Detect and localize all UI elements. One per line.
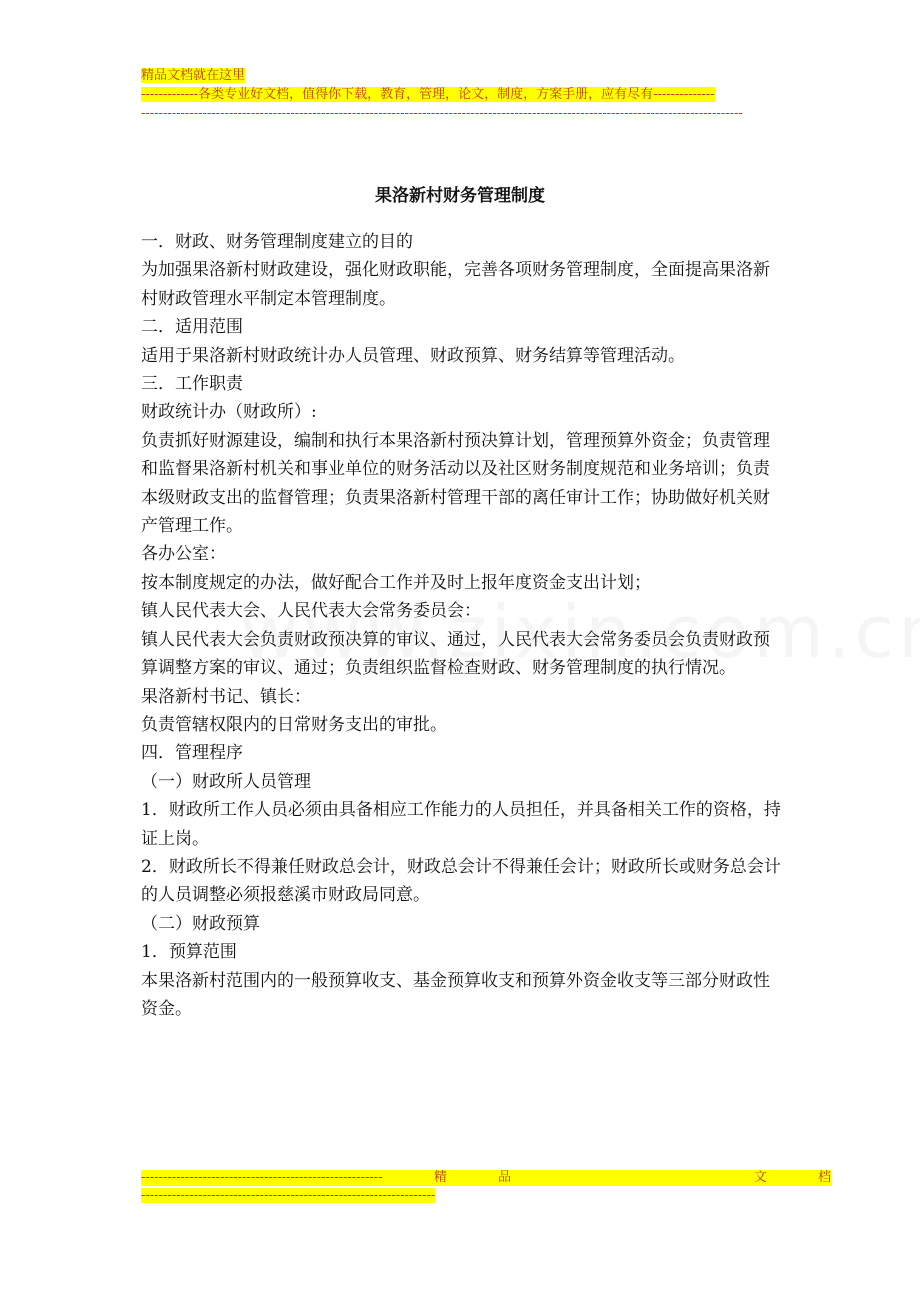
paragraph: 负责抓好财源建设，编制和执行本果洛新村预决算计划，管理预算外资金；负责管理和监督果洛新村机关和事业单位的财务活动以及社区财务制度规范和业务培训；负责本级财政支出的监督管理；负责果洛新村管理干部的离任审计工作；协助做好机关财产管理工作。 [141,430,770,537]
header-tagline: 精品文档就在这里 [141,68,246,83]
paragraph: 财政统计办（财政所）: [141,402,317,423]
paragraph: 镇人民代表大会负责财政预决算的审议、通过，人民代表大会常务委员会负责财政预算调整方案的审议、通过；负责组织监督检查财政、财务管理制度的执行情况。 [141,629,770,679]
section-heading: 四．管理程序 [141,743,243,764]
footer-divider: ------------------------------------------------------------------- [141,1188,436,1203]
paragraph: 为加强果洛新村财政建设，强化财政职能，完善各项财务管理制度，全面提高果洛新村财政管理水平制定本管理制度。 [141,260,770,309]
subsection-heading: （二）财政预算 [141,913,260,934]
paragraph: 负责管辖权限内的日常财务支出的审批。 [141,714,447,735]
section-heading: 二．适用范围 [141,317,243,338]
page-title: 果洛新村财务管理制度 [375,186,545,206]
paragraph: 镇人民代表大会、人民代表大会常务委员会： [141,601,481,622]
footer-char: 文 [753,1170,767,1185]
section-heading: 一．财政、财务管理制度建立的目的 [141,232,413,252]
header-banner: -------------各类专业好文档，值得你下载，教育，管理，论文，制度，方案手册，应有尽有-------------- [141,87,715,102]
paragraph: 各办公室： [141,544,226,565]
paragraph: 按本制度规定的办法，做好配合工作并及时上报年度资金支出计划； [141,572,651,593]
footer-line-2 [141,1188,435,1204]
header-line-1 [141,68,245,84]
paragraph: 1．财政所工作人员必须由具备相应工作能力的人员担任，并具备相关工作的资格，持证上岗。 [141,800,781,849]
section-heading: 三．工作职责 [141,374,243,395]
document-body [141,228,781,1023]
header-divider: ----------------------------------------------------------------------------------------------------------------------------------------- [141,106,743,121]
paragraph: 2．财政所长不得兼任财政总会计，财政总会计不得兼任会计；财政所长或财务总会计的人员调整必须报慈溪市财政局同意。 [141,856,781,906]
subsection-heading: （一）财政所人员管理 [141,771,311,792]
footer-line-1 [141,1170,831,1186]
footer-char: 品 [498,1170,512,1185]
header-line-2 [141,87,715,103]
paragraph: 果洛新村书记、镇长： [141,686,311,707]
paragraph: 1．预算范围 [141,942,237,963]
paragraph: 适用于果洛新村财政统计办人员管理、财政预算、财务结算等管理活动。 [141,345,685,366]
footer-char: 精 [433,1170,447,1185]
paragraph: 本果洛新村范围内的一般预算收支、基金预算收支和预算外资金收支等三部分财政性资金。 [141,970,770,1019]
footer-dashes: ------------------------------------------------------- [141,1170,383,1185]
footer-char: 档 [817,1170,831,1185]
